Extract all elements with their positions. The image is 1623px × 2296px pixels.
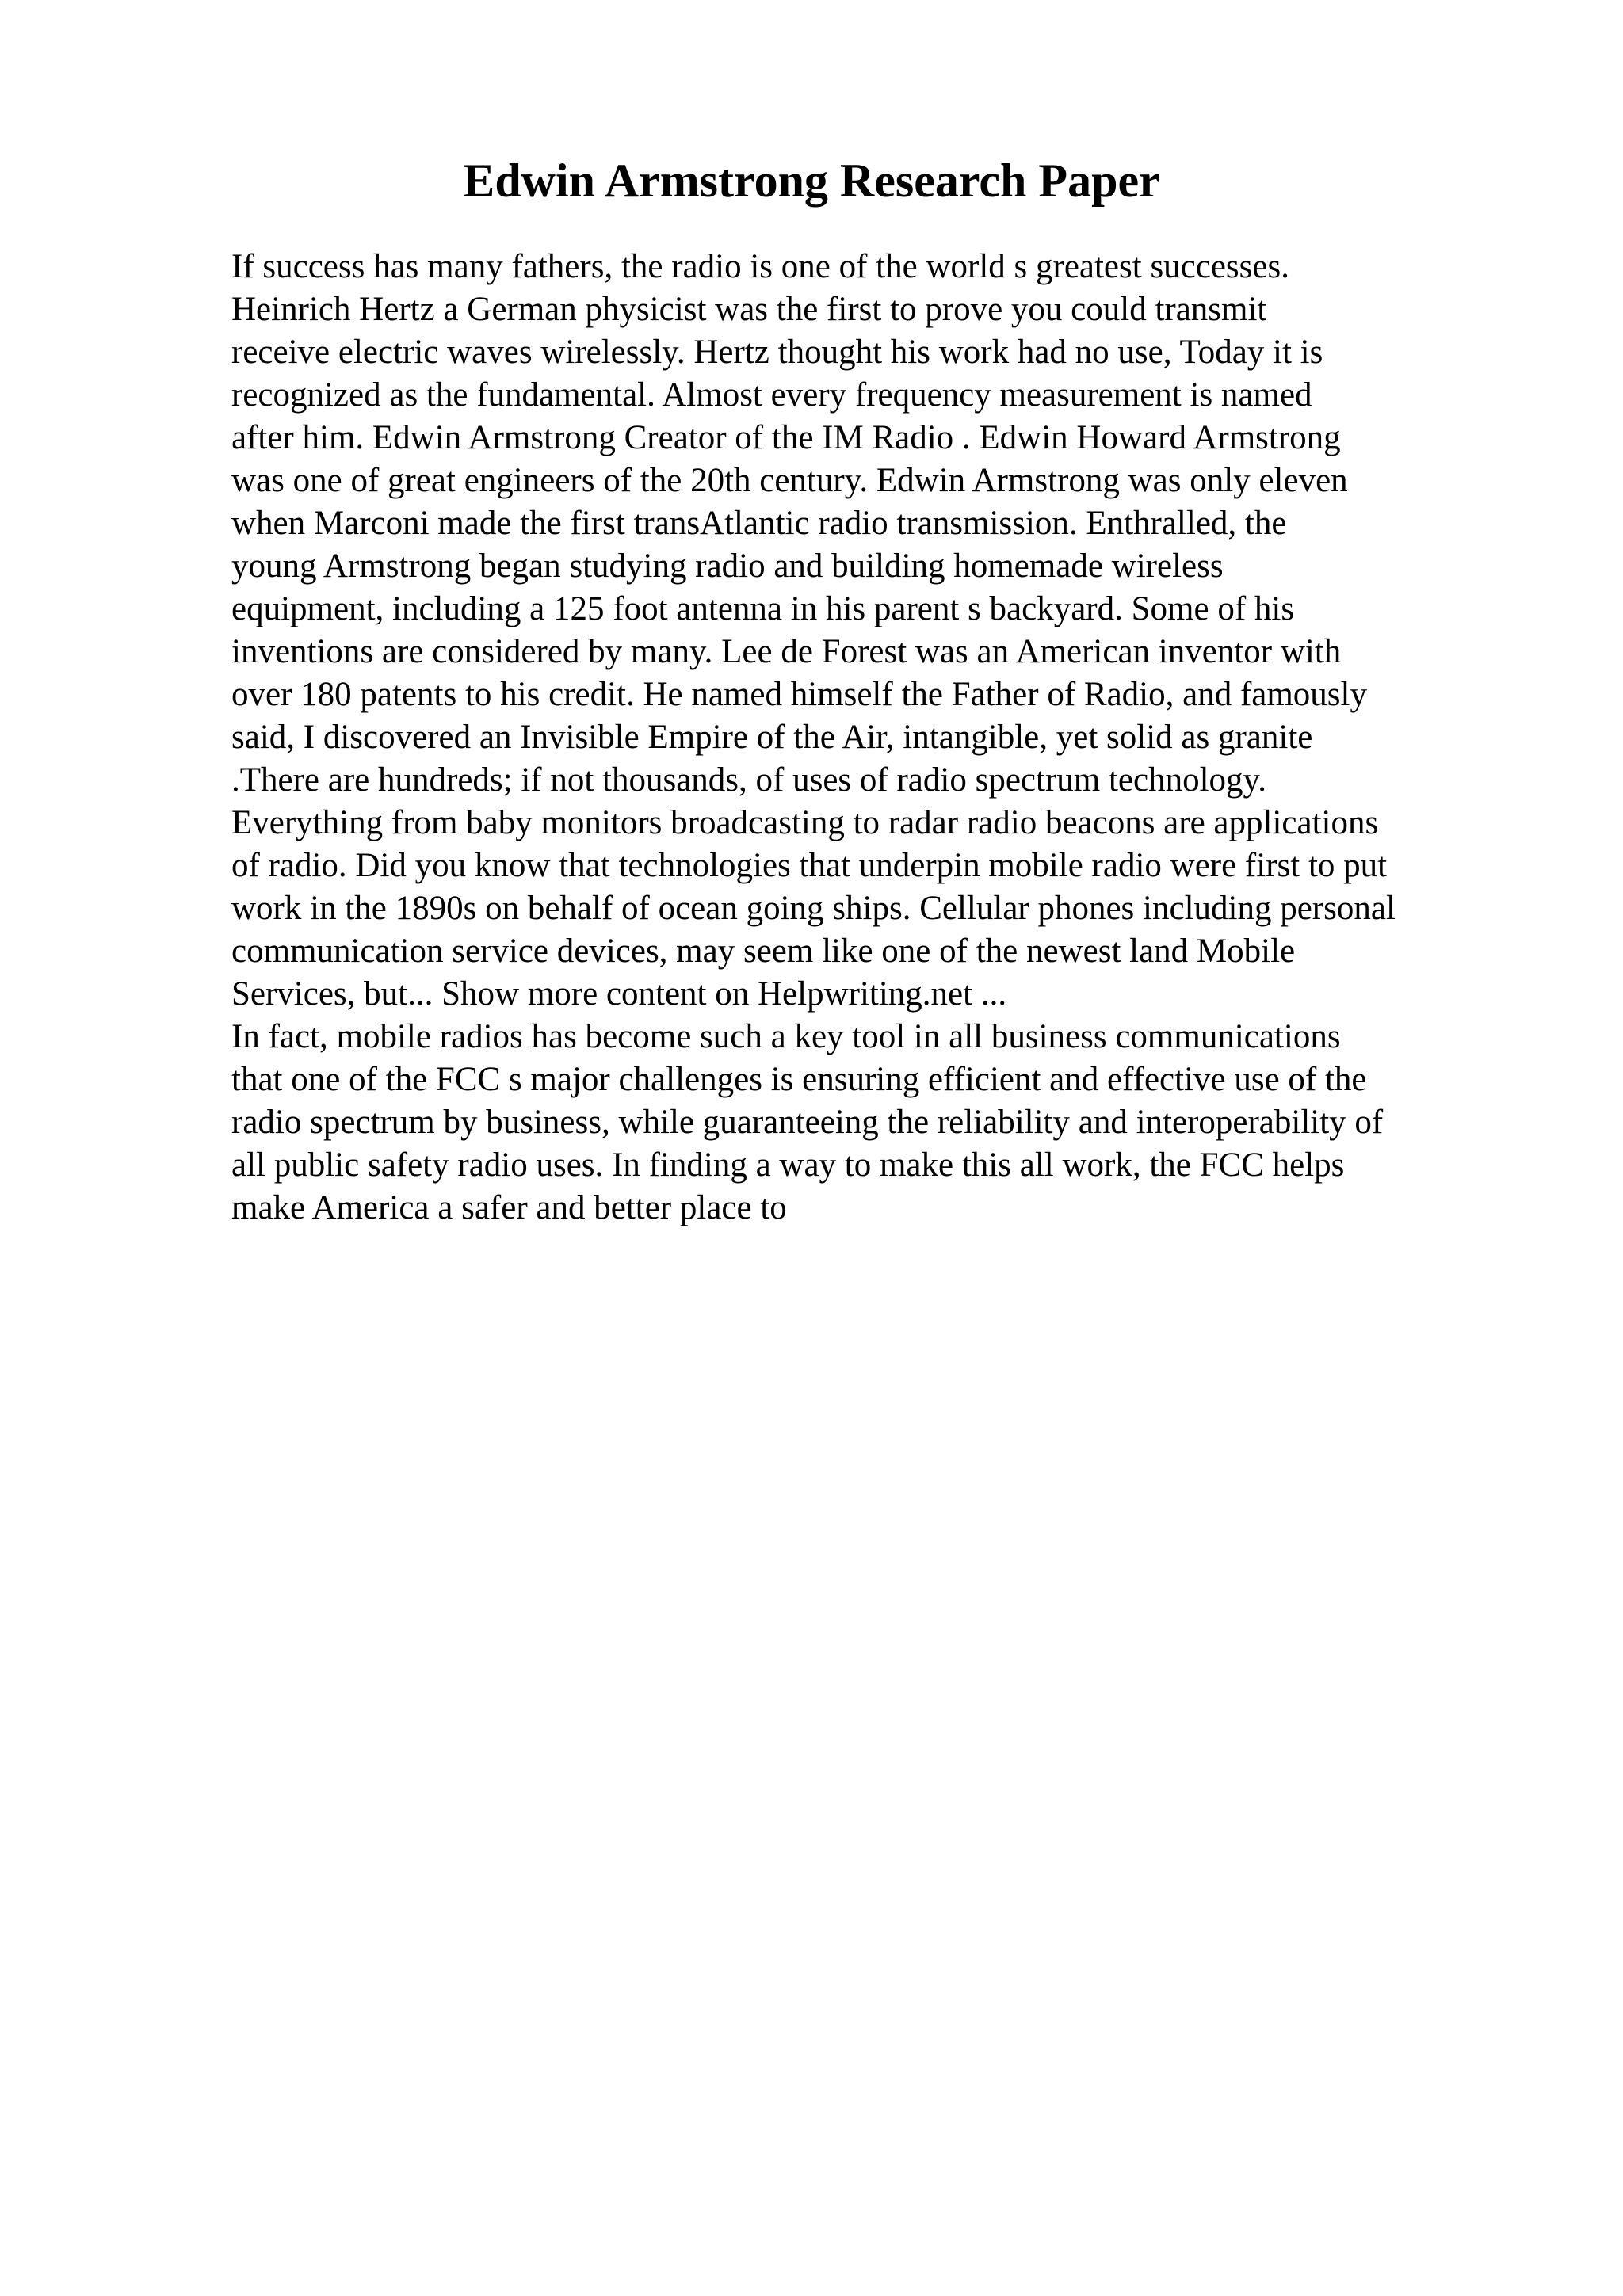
body-line: Services, but... Show more content on Helpwriting.net ... xyxy=(231,975,1007,1013)
body-line: young Armstrong began studying radio and building homemade wireless xyxy=(231,547,1224,585)
body-line: equipment, including a 125 foot antenna in his parent s backyard. Some of his xyxy=(231,590,1295,627)
body-line: In fact, mobile radios has become such a key tool in all business communications xyxy=(231,1018,1341,1055)
body-line: after him. Edwin Armstrong Creator of the IM Radio . Edwin Howard Armstrong xyxy=(231,419,1341,456)
body-line: over 180 patents to his credit. He named himself the Father of Radio, and famously xyxy=(231,676,1367,713)
body-line: communication service devices, may seem like one of the newest land Mobile xyxy=(231,933,1296,970)
body-line: Heinrich Hertz a German physicist was the first to prove you could transmit xyxy=(231,291,1267,328)
body-line: was one of great engineers of the 20th century. Edwin Armstrong was only eleven xyxy=(231,462,1348,499)
body-line: said, I discovered an Invisible Empire of the Air, intangible, yet solid as granite xyxy=(231,719,1313,756)
body-line: .There are hundreds; if not thousands, of uses of radio spectrum technology. xyxy=(231,761,1266,799)
body-line: when Marconi made the first transAtlantic radio transmission. Enthralled, the xyxy=(231,505,1287,542)
body-line: If success has many fathers, the radio is one of the world s greatest successes. xyxy=(231,248,1289,285)
body-line: recognized as the fundamental. Almost every frequency measurement is named xyxy=(231,376,1312,414)
body-line: radio spectrum by business, while guaranteeing the reliability and interoperability of xyxy=(231,1104,1384,1141)
body-line: inventions are considered by many. Lee de Forest was an American inventor with xyxy=(231,633,1342,670)
body-line: receive electric waves wirelessly. Hertz thought his work had no use, Today it is xyxy=(231,334,1323,371)
document-title: Edwin Armstrong Research Paper xyxy=(463,154,1160,207)
body-line: make America a safer and better place to xyxy=(231,1189,787,1226)
body-line: that one of the FCC s major challenges is ensuring efficient and effective use of the xyxy=(231,1061,1367,1098)
body-line: all public safety radio uses. In finding a way to make this all work, the FCC helps xyxy=(231,1146,1345,1184)
body-line: of radio. Did you know that technologies that underpin mobile radio were first to put xyxy=(231,847,1388,884)
body-line: work in the 1890s on behalf of ocean going ships. Cellular phones including personal xyxy=(231,890,1396,927)
document-body xyxy=(231,246,1531,1230)
body-line: Everything from baby monitors broadcasting to radar radio beacons are applications xyxy=(231,804,1379,841)
